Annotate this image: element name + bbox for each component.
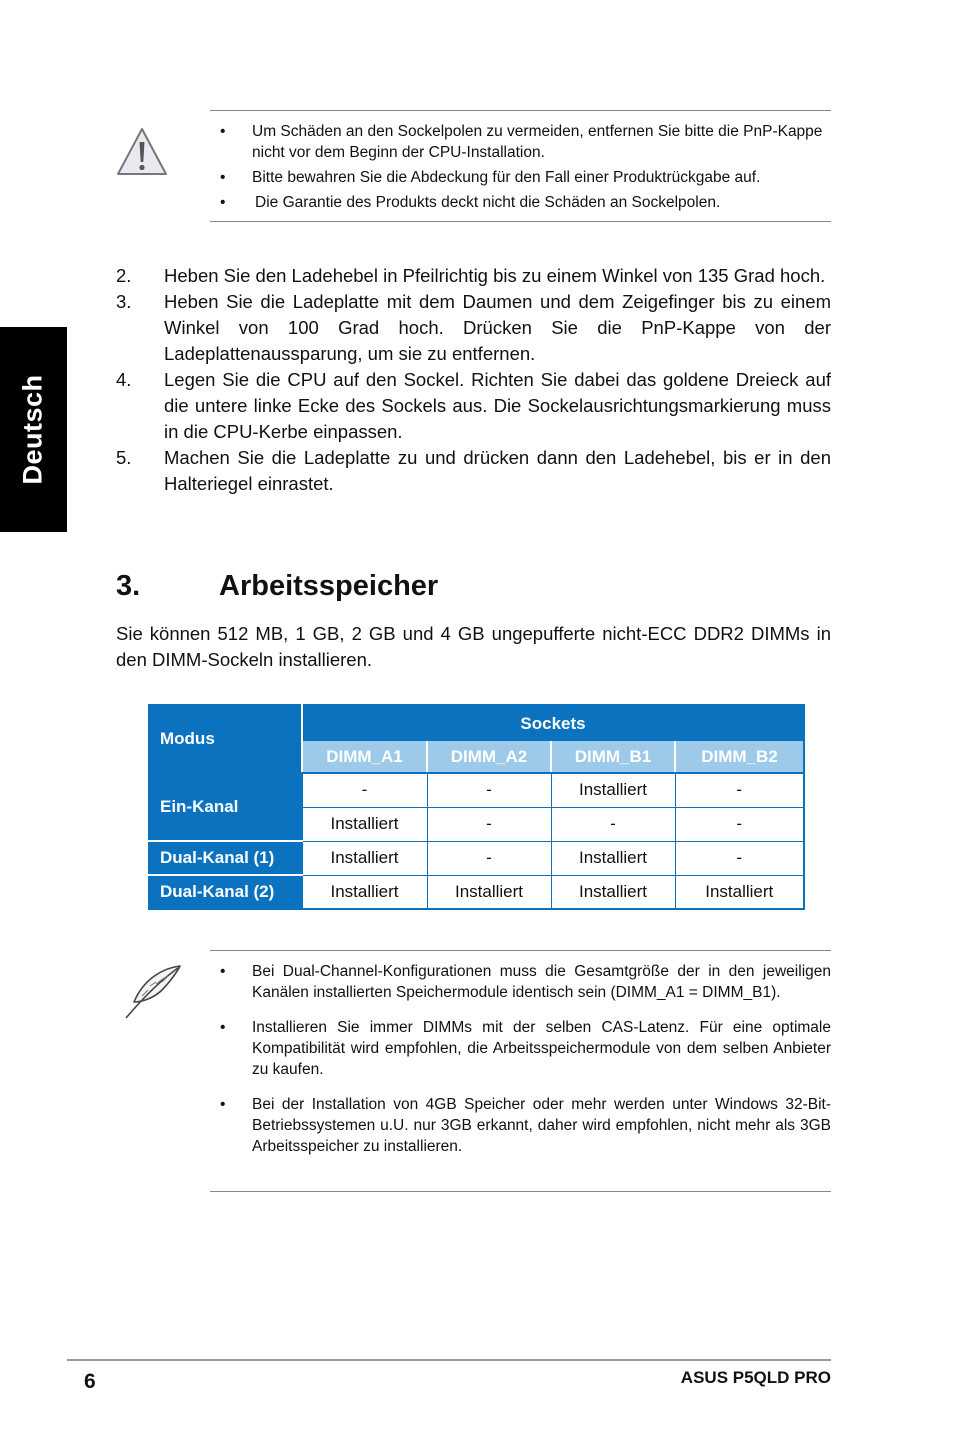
table-cell: Installiert	[551, 841, 675, 875]
warning-notice	[210, 110, 831, 222]
table-cell: -	[427, 773, 551, 807]
page-number: 6	[84, 1370, 96, 1393]
warning-triangle-icon	[115, 126, 169, 183]
step-item: 5. Machen Sie die Ladeplatte zu und drücken dann den Ladehebel, bis er in den Halteriegel einrastet.	[116, 447, 831, 494]
side-tab-label: Deutsch	[18, 374, 48, 485]
table-cell: -	[427, 841, 551, 875]
mode-header: Modus	[149, 705, 302, 773]
column-header: DIMM_B2	[675, 741, 804, 773]
table-cell: -	[675, 773, 804, 807]
installation-steps	[116, 263, 831, 497]
footer-divider	[67, 1359, 831, 1361]
table-row	[149, 773, 804, 807]
feather-quill-icon	[120, 962, 184, 1027]
table-cell: Installiert	[302, 807, 427, 841]
note-item: • Bei Dual-Channel-Konfigurationen muss die Gesamtgröße der in den jeweiligen Kanälen installierten Speichermodule identisch sein (DIMM_A1 = DIMM_B1).	[220, 963, 831, 1001]
column-header: DIMM_B1	[551, 741, 675, 773]
note-notice	[210, 950, 831, 1192]
section-number: 3.	[116, 570, 141, 602]
intro-paragraph: Sie können 512 MB, 1 GB, 2 GB und 4 GB ungepufferte nicht-ECC DDR2 DIMMs in den DIMM-Sockeln installieren.	[116, 623, 831, 670]
table-cell: Installiert	[427, 875, 551, 909]
note-item: • Bei der Installation von 4GB Speicher oder mehr werden unter Windows 32-Bit-Betriebssystemen u.U. nur 3GB erkannt, daher wird empfohlen, nicht mehr als 3GB Arbeitsspeicher zu installieren.	[220, 1096, 831, 1155]
step-item: 3. Heben Sie die Ladeplatte mit dem Daumen und dem Zeigefinger bis zu einem Winkel von 100 Grad hoch. Drücken Sie die PnP-Kappe von der Ladeplattenaussparung, um sie zu entfernen.	[116, 291, 831, 364]
table-cell: Installiert	[551, 875, 675, 909]
table-cell: Installiert	[302, 841, 427, 875]
section-heading: Arbeitsspeicher	[219, 570, 439, 602]
table-row	[149, 841, 804, 875]
memory-config-table	[148, 704, 805, 910]
row-header: Ein-Kanal	[149, 773, 302, 841]
warning-item: • Die Garantie des Produkts deckt nicht die Schäden an Sockelpolen.	[220, 194, 721, 211]
table-cell: -	[551, 807, 675, 841]
step-item: 4. Legen Sie die CPU auf den Sockel. Richten Sie dabei das goldene Dreieck auf die untere linke Ecke des Sockels aus. Die Sockelausrichtungsmarkierung muss in die CPU-Kerbe einpassen.	[116, 369, 831, 442]
product-name: ASUS P5QLD PRO	[680, 1368, 831, 1387]
table-cell: -	[675, 807, 804, 841]
column-header: DIMM_A2	[427, 741, 551, 773]
table-cell: Installiert	[302, 875, 427, 909]
row-header: Dual-Kanal (1)	[149, 841, 302, 875]
language-side-tab	[0, 327, 67, 532]
table-row	[149, 875, 804, 909]
sockets-header: Sockets	[302, 705, 804, 741]
step-item: 2. Heben Sie den Ladehebel in Pfeilrichtig bis zu einem Winkel von 135 Grad hoch.	[116, 265, 826, 286]
table-cell: Installiert	[675, 875, 804, 909]
section-title	[116, 570, 438, 603]
column-header: DIMM_A1	[302, 741, 427, 773]
table-cell: -	[302, 773, 427, 807]
table-cell: -	[427, 807, 551, 841]
row-header: Dual-Kanal (2)	[149, 875, 302, 909]
table-cell: Installiert	[551, 773, 675, 807]
warning-item: • Bitte bewahren Sie die Abdeckung für den Fall einer Produktrückgabe auf.	[220, 169, 761, 186]
warning-item: • Um Schäden an den Sockelpolen zu vermeiden, entfernen Sie bitte die PnP-Kappe nicht vor dem Beginn der CPU-Installation.	[220, 123, 823, 161]
table-cell: -	[675, 841, 804, 875]
note-item: • Installieren Sie immer DIMMs mit der selben CAS-Latenz. Für eine optimale Kompatibilität wird empfohlen, die Arbeitsspeichermodule von dem selben Anbieter zu kaufen.	[220, 1019, 831, 1078]
